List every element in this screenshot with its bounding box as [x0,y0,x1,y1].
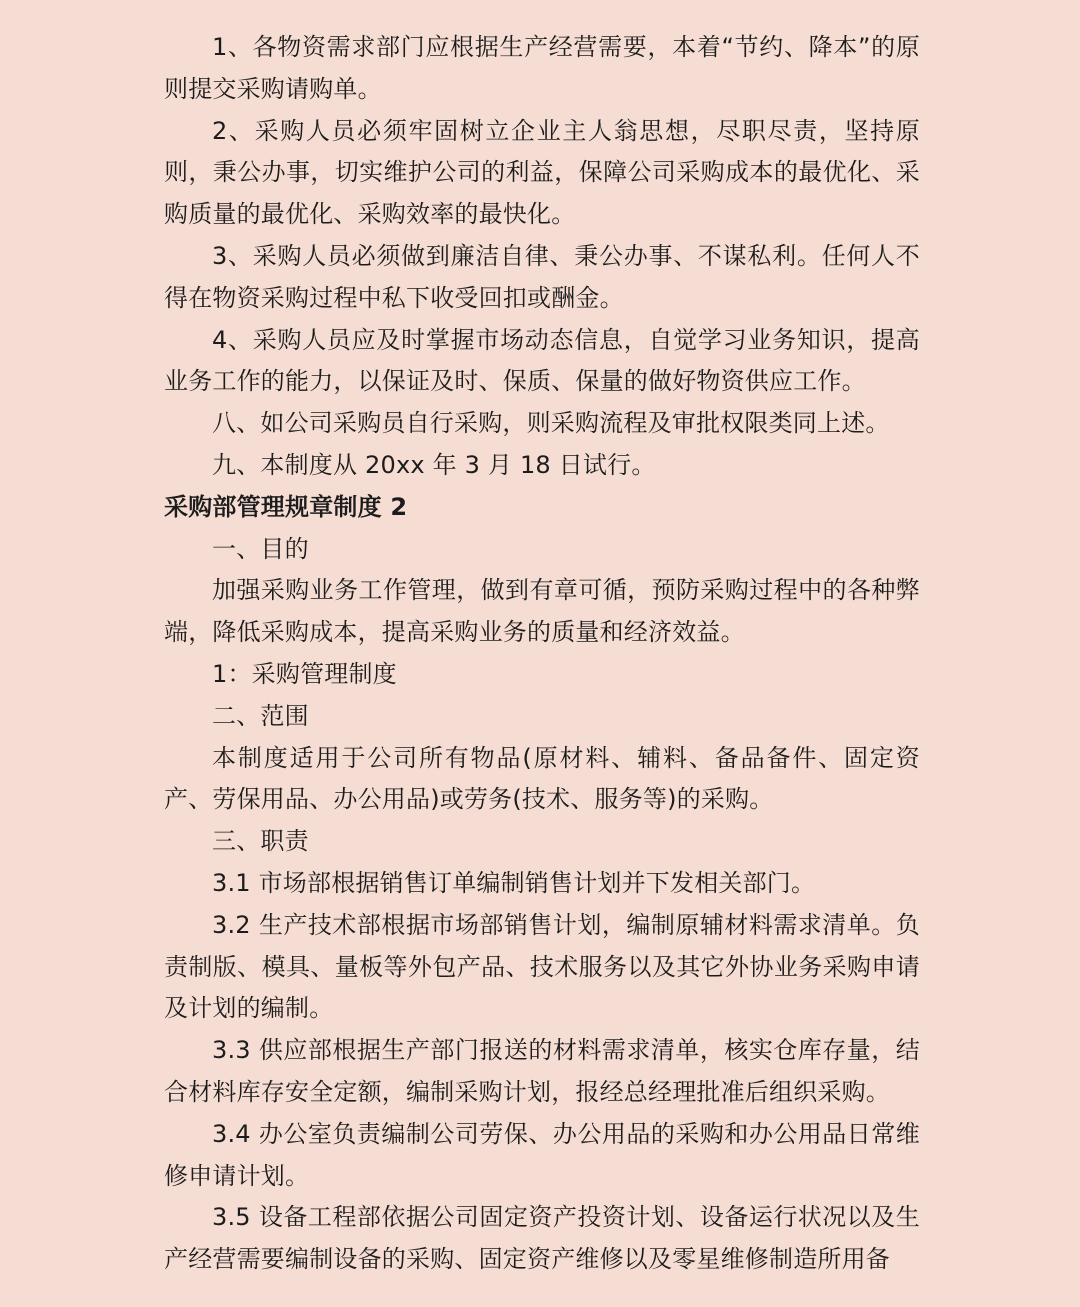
paragraph-3-3: 3.3 供应部根据生产部门报送的材料需求清单，核实仓库存量，结合材料库存安全定额，编制采购计划，报经总经理批准后组织采购。 [164,1036,920,1106]
paragraph-3-1: 3.1 市场部根据销售订单编制销售计划并下发相关部门。 [212,868,816,897]
section-heading: 采购部管理规章制度 2 [164,492,408,521]
paragraph-9: 九、本制度从 20xx 年 3 月 18 日试行。 [212,450,656,479]
paragraph-2: 2、采购人员必须牢固树立企业主人翁思想，尽职尽责，坚持原则，秉公办事，切实维护公司的利益，保障公司采购成本的最优化、采购质量的最优化、采购效率的最快化。 [164,116,920,229]
subheading-scope: 二、范围 [212,701,309,730]
paragraph-4: 4、采购人员应及时掌握市场动态信息，自觉学习业务知识，提高业务工作的能力，以保证及时、保质、保量的做好物资供应工作。 [164,325,920,396]
paragraph-3-5: 3.5 设备工程部依据公司固定资产投资计划、设备运行状况以及生产经营需要编制设备的采购、固定资产维修以及零星维修制造所用备 [164,1203,920,1274]
paragraph-scope: 本制度适用于公司所有物品(原材料、辅料、备品备件、固定资产、劳保用品、办公用品)或劳务(技术、服务等)的采购。 [164,743,920,814]
subheading-management-system: 1：采购管理制度 [212,659,397,688]
subheading-purpose: 一、目的 [212,534,309,563]
paragraph-3-2: 3.2 生产技术部根据市场部销售计划，编制原辅材料需求清单。负责制版、模具、量板等外包产品、技术服务以及其它外协业务采购申请及计划的编制。 [164,910,920,1023]
paragraph-8: 八、如公司采购员自行采购，则采购流程及审批权限类同上述。 [212,409,890,438]
paragraph-3-4: 3.4 办公室负责编制公司劳保、办公用品的采购和办公用品日常维修申请计划。 [164,1119,920,1190]
subheading-responsibilities: 三、职责 [212,827,309,856]
paragraph-3: 3、采购人员必须做到廉洁自律、秉公办事、不谋私利。任何人不得在物资采购过程中私下收受回扣或酬金。 [164,241,920,312]
paragraph-1: 1、各物资需求部门应根据生产经营需要，本着“节约、降本”的原则提交采购请购单。 [164,33,920,103]
paragraph-purpose: 加强采购业务工作管理，做到有章可循，预防采购过程中的各种弊端，降低采购成本，提高采购业务的质量和经济效益。 [164,576,920,647]
